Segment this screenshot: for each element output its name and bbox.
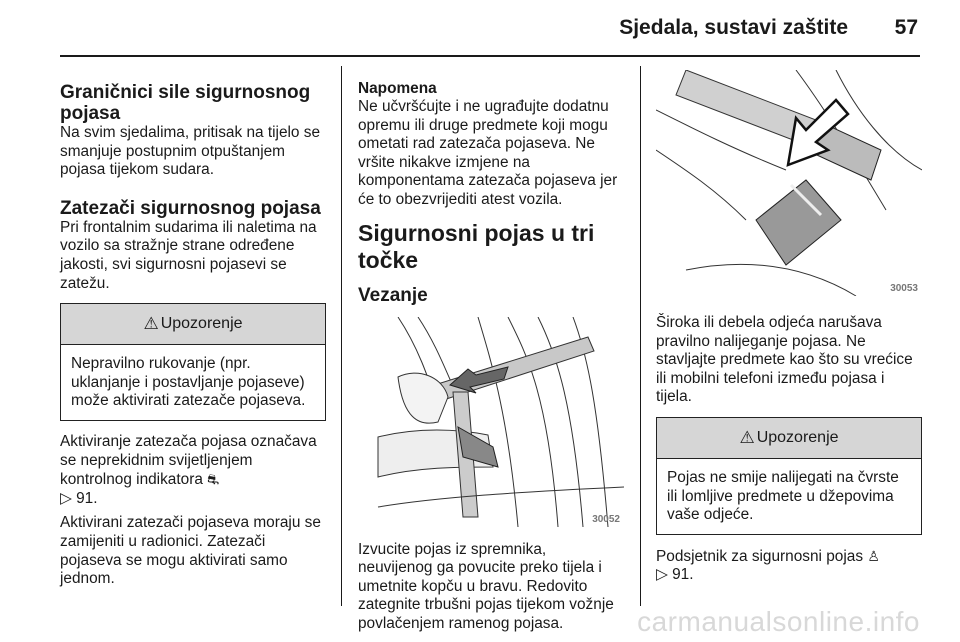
illustration-clothing xyxy=(656,70,922,296)
column-divider xyxy=(640,66,641,606)
paragraph xyxy=(60,433,326,508)
heading-force-limiters: Graničnici sile sigurnosnog pojasa xyxy=(60,82,311,124)
illustration-number: 30052 xyxy=(592,513,620,525)
page-reference: 91. xyxy=(672,566,694,584)
warning-header xyxy=(657,418,921,459)
warning-header xyxy=(61,304,325,345)
paragraph xyxy=(656,547,922,585)
note-title: Napomena xyxy=(358,80,437,97)
airbag-seatbelt-indicator-icon: ⛐ xyxy=(207,471,220,488)
paragraph: Pri frontalnim sudarima ili naletima na vozilo sa stražnje strane određene jakosti, svi sigurnosni pojasevi se zatežu. xyxy=(60,218,317,292)
illustration-fastening xyxy=(358,317,624,527)
paragraph: Na svim sjedalima, pritisak na tijelo se smanjuje postupnim otpuštanjem pojasa tijekom sudara. xyxy=(60,124,321,179)
heading-fastening: Vezanje xyxy=(358,284,428,306)
warning-triangle-icon: ⚠ xyxy=(143,314,159,334)
warning-title: Upozorenje xyxy=(756,428,839,446)
page-header xyxy=(0,0,960,52)
heading-three-point-belt: Sigurnosni pojas u tri točke xyxy=(358,219,595,273)
warning-box xyxy=(60,303,326,421)
header-rule xyxy=(60,55,920,57)
belt-buckle-drawing xyxy=(656,70,922,296)
page-reference: 91. xyxy=(76,489,98,507)
belt-fastening-drawing xyxy=(358,317,624,527)
column-2 xyxy=(358,62,624,634)
warning-triangle-icon: ⚠ xyxy=(739,427,755,447)
paragraph: Izvucite pojas iz spremnika, neuvijenog ga povucite preko tijela i umetnite kopču u bravu. Redovito zategnite trbušni pojas tijekom vožnje povlačenjem ramenog pojasa. xyxy=(358,540,614,632)
page-number: 57 xyxy=(894,16,918,39)
paragraph: Široka ili debela odjeća narušava pravilno nalijeganje pojasa. Ne stavljajte predmete kao što su vrećice ili mobilni telefoni između pojasa i tijela. xyxy=(656,314,913,406)
column-divider xyxy=(341,66,342,606)
column-1 xyxy=(60,62,326,589)
note-text: Ne učvršćujte i ne ugrađujte dodatnu opremu ili druge predmete koji mogu ometati rad zatezača pojaseva. Ne vršite nikakve izmjene na komponentama zatezača pojaseva jer će to obezvrijediti atest vozila. xyxy=(358,98,618,208)
watermark: carmanualsonline.info xyxy=(637,606,920,637)
warning-text: Pojas ne smije nalijegati na čvrste ili lomljive predmete u džepovima vaše odjeće. xyxy=(667,468,899,524)
paragraph-text: Aktiviranje zatezača pojasa označava se neprekidnim svijetljenjem kontrolnog indikatora xyxy=(60,432,317,489)
paragraph-text: Podsjetnik za sigurnosni pojas xyxy=(656,547,864,565)
warning-text: Nepravilno rukovanje (npr. uklanjanje i postavljanje pojaseve) može aktivirati zatezače pojaseva. xyxy=(71,355,306,410)
column-3 xyxy=(656,62,922,585)
illustration-number: 30053 xyxy=(890,283,918,294)
paragraph: Aktivirani zatezači pojaseva moraju se zamijeniti u radionici. Zatezači pojaseva se mogu aktivirati samo jednom. xyxy=(60,514,321,588)
warning-title: Upozorenje xyxy=(160,315,243,333)
warning-box xyxy=(656,417,922,535)
section-title: Sjedala, sustavi zaštite xyxy=(619,16,848,39)
seatbelt-reminder-icon: ♙ xyxy=(867,547,880,564)
page-reference-arrow-icon: ▷ xyxy=(60,489,72,507)
heading-pretensioners: Zatezači sigurnosnog pojasa xyxy=(60,197,321,219)
page-reference-arrow-icon: ▷ xyxy=(656,566,668,584)
